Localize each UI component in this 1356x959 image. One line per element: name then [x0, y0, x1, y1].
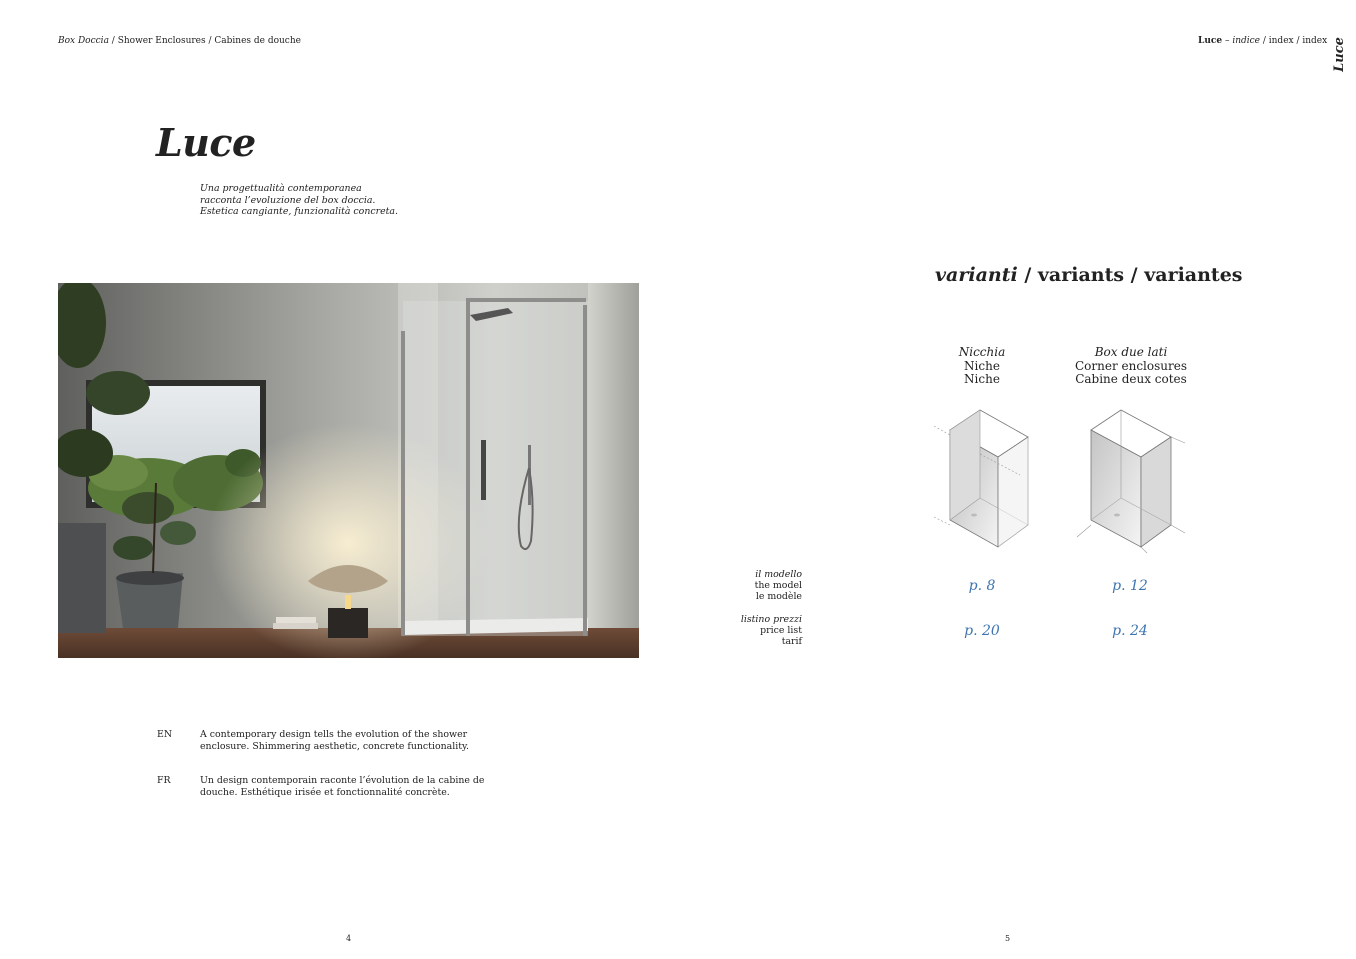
niche-model-page-link[interactable]: p. 8 — [968, 578, 996, 594]
breadcrumb — [58, 36, 301, 47]
index-dash: – — [1222, 36, 1233, 46]
french-text — [200, 775, 485, 798]
french-description — [157, 775, 485, 799]
intro-line: Una progettualità contemporanea — [200, 183, 362, 194]
row-label-en: the model — [754, 579, 802, 591]
variants-heading-rest: / variants / variantes — [1017, 264, 1243, 286]
lang-code-fr: FR — [157, 775, 171, 786]
text-line: enclosure. Shimmering aesthetic, concrete functionality. — [200, 740, 470, 752]
corner-price-page-link[interactable]: p. 24 — [1112, 623, 1148, 639]
text-line: Un design contemporain raconte l’évolution de la cabine de — [200, 775, 485, 786]
side-title — [1326, 35, 1356, 75]
breadcrumb-category: Box Doccia — [58, 36, 109, 46]
variant-niche-title — [922, 346, 1042, 387]
intro-text — [200, 183, 398, 218]
corner-model-page-link[interactable]: p. 12 — [1112, 578, 1148, 594]
row-label-price — [682, 615, 802, 647]
photo-illustration — [58, 283, 639, 658]
row-label-it: il modello — [755, 569, 802, 580]
row-label-en: price list — [760, 624, 802, 636]
lang-code-en: EN — [157, 729, 173, 740]
index-product: Luce — [1198, 36, 1223, 46]
shower-enclosure-photo — [58, 283, 639, 658]
variant-name-it: Nicchia — [958, 345, 1006, 359]
text-line: douche. Esthétique irisée et fonctionnalité concrète. — [200, 786, 450, 798]
row-label-fr: le modèle — [755, 590, 802, 602]
page-number-right: 5 — [1005, 934, 1011, 943]
index-italic: indice — [1232, 36, 1260, 46]
page-title: Luce — [156, 120, 256, 165]
variant-name-en: Niche — [964, 358, 1000, 373]
variant-corner-title — [1061, 346, 1201, 387]
page-number-left: 4 — [346, 934, 352, 943]
variant-name-en: Corner enclosures — [1074, 358, 1188, 373]
variant-name-it: Box due lati — [1094, 345, 1168, 359]
corner-enclosure-icon[interactable] — [1075, 405, 1187, 557]
row-label-fr: tarif — [781, 635, 802, 647]
index-rest: / index / index — [1260, 36, 1328, 46]
text-line: A contemporary design tells the evolution of the shower — [200, 729, 468, 740]
english-text — [200, 729, 470, 752]
row-label-model — [682, 570, 802, 602]
intro-line: racconta l’evoluzione del box doccia. — [200, 194, 376, 206]
variants-heading — [935, 264, 1242, 286]
niche-enclosure-icon[interactable] — [930, 405, 1035, 557]
index-link[interactable] — [1198, 36, 1327, 47]
variant-name-fr: Niche — [964, 372, 1000, 386]
row-label-it: listino prezzi — [740, 614, 802, 625]
breadcrumb-rest: / Shower Enclosures / Cabines de douche — [108, 36, 301, 46]
intro-line: Estetica cangiante, funzionalità concreta. — [200, 206, 398, 218]
variant-name-fr: Cabine deux cotes — [1075, 372, 1187, 386]
variants-heading-italic: varianti — [935, 264, 1018, 286]
english-description — [157, 729, 477, 753]
niche-price-page-link[interactable]: p. 20 — [964, 623, 1000, 639]
side-title-text: Luce — [1331, 37, 1347, 72]
